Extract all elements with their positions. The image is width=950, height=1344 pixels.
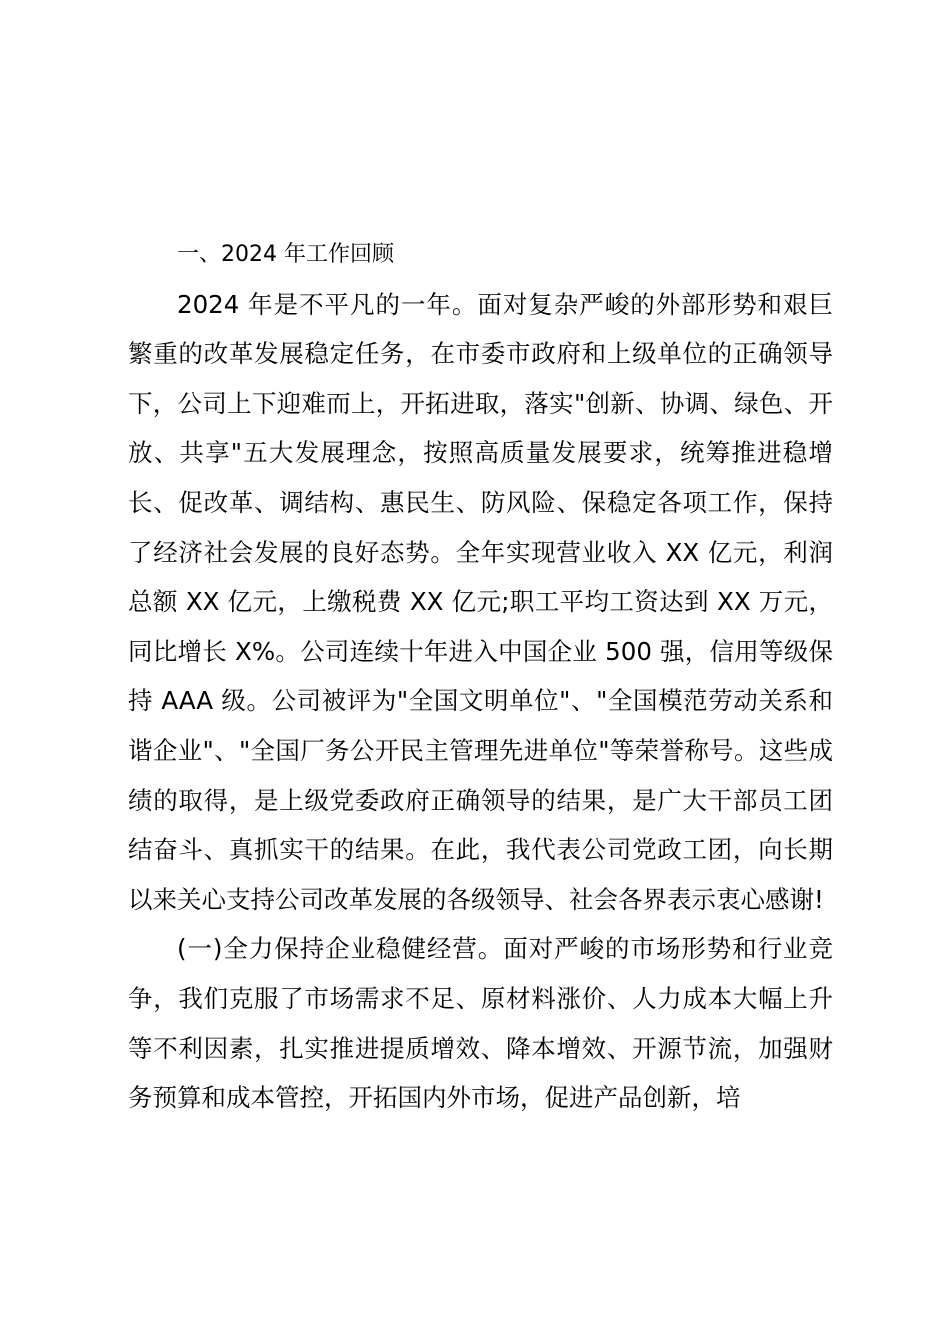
section-heading: 一、2024 年工作回顾	[177, 242, 394, 267]
paragraph-stable-operations: (一)全力保持企业稳健经营。面对严峻的市场形势和行业竞争，我们克服了市场需求不足、原材料涨价、人力成本大幅上升等不利因素，扎实推进提质增效、降本增效、开源节流，加强财务预算和成本管控，开拓国内外市场，促进产品创新，培	[128, 934, 833, 1113]
document-body	[128, 230, 833, 1123]
paragraph-annual-review: 2024 年是不平凡的一年。面对复杂严峻的外部形势和艰巨繁重的改革发展稳定任务，在市委市政府和上级单位的正确领导下，公司上下迎难而上，开拓进取，落实"创新、协调、绿色、开放、共享"五大发展理念，按照高质量发展要求，统筹推进稳增长、促改革、调结构、惠民生、防风险、保稳定各项工作，保持了经济社会发展的良好态势。全年实现营业收入 XX 亿元，利润总额 XX 亿元，上缴税费 XX 亿元;职工平均工资达到 XX 万元，同比增长 X%。公司连续十年进入中国企业 500 强，信用等级保持 AAA 级。公司被评为"全国文明单位"、"全国模范劳动关系和谐企业"、"全国厂务公开民主管理先进单位"等荣誉称号。这些成绩的取得，是上级党委政府正确领导的结果，是广大干部员工团结奋斗、真抓实干的结果。在此，我代表公司党政工团，向长期以来关心支持公司改革发展的各级领导、社会各界表示衷心感谢!	[128, 289, 833, 914]
